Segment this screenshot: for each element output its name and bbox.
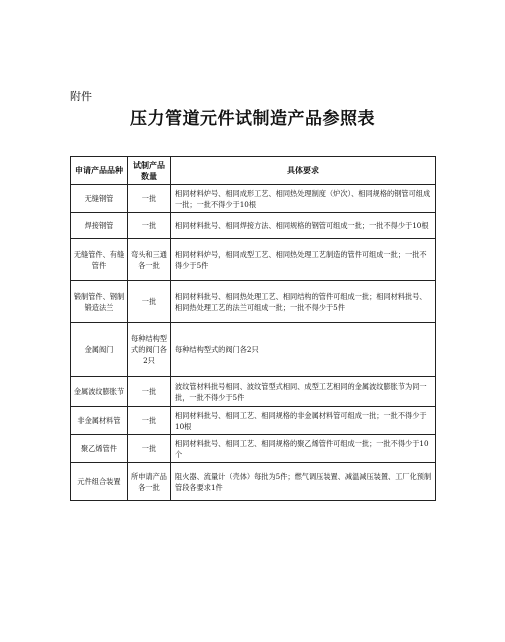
cell-product: 聚乙烯管件 (71, 435, 128, 463)
cell-requirement: 相同材料批号、相同热处理工艺、相同结构的管件可组成一批；相同材料批号、相同热处理工艺的法兰可组成一批；一批不得少于5件 (171, 281, 436, 323)
cell-quantity: 一批 (128, 407, 171, 435)
table-row (71, 377, 436, 407)
cell-product: 无缝管件、有缝管件 (71, 239, 128, 281)
cell-requirement: 每种结构型式的阀门各2只 (171, 323, 436, 377)
document-title: 压力管道元件试制造产品参照表 (130, 109, 375, 129)
reference-table (70, 156, 436, 501)
attachment-label: 附件 (70, 90, 92, 103)
table-row (71, 281, 436, 323)
cell-requirement: 相同材料批号、相同工艺、相同规格的聚乙烯管件可组成一批；一批不得少于10个 (171, 435, 436, 463)
cell-quantity: 一批 (128, 435, 171, 463)
cell-quantity: 每种结构型式的阀门各2只 (128, 323, 171, 377)
cell-requirement: 相同材料批号、相同工艺、相同规格的非金属材料管可组成一批；一批不得少于10根 (171, 407, 436, 435)
header-row (71, 157, 436, 185)
cell-quantity: 一批 (128, 185, 171, 213)
table-row (71, 463, 436, 501)
cell-product: 元件组合装置 (71, 463, 128, 501)
cell-quantity: 所申请产品各一批 (128, 463, 171, 501)
table-row (71, 435, 436, 463)
table-row (71, 213, 436, 239)
cell-requirement: 相同材料炉号，相同成型工艺、相同热处理工艺制造的管件可组成一批；一批不得少于5件 (171, 239, 436, 281)
cell-product: 金属波纹膨胀节 (71, 377, 128, 407)
cell-product: 无缝钢管 (71, 185, 128, 213)
table-row (71, 239, 436, 281)
table-row (71, 323, 436, 377)
cell-quantity: 一批 (128, 213, 171, 239)
cell-requirement: 波纹管材料批号相同、波纹管型式相同、成型工艺相同的金属波纹膨胀节为同一批，一批不得少于5件 (171, 377, 436, 407)
table-row (71, 407, 436, 435)
cell-requirement: 阻火器、流量计（壳体）每批为5件；燃气调压装置、减温减压装置、工厂化预制管段各要求1件 (171, 463, 436, 501)
cell-product: 焊接钢管 (71, 213, 128, 239)
cell-quantity: 一批 (128, 281, 171, 323)
cell-requirement: 相同材料批号、相同焊接方法、相同规格的钢管可组成一批；一批不得少于10根 (171, 213, 436, 239)
table-row (71, 185, 436, 213)
header-product: 申请产品品种 (71, 157, 128, 185)
cell-quantity: 弯头和三通各一批 (128, 239, 171, 281)
cell-product: 非金属材料管 (71, 407, 128, 435)
table-header (71, 157, 436, 185)
cell-product: 金属阀门 (71, 323, 128, 377)
cell-requirement: 相同材料炉号、相同成形工艺、相同热处理制度（炉次）、相同规格的钢管可组成一批；一批不得少于10根 (171, 185, 436, 213)
cell-quantity: 一批 (128, 377, 171, 407)
header-requirement: 具体要求 (171, 157, 436, 185)
header-quantity: 试制产品数量 (128, 157, 171, 185)
cell-product: 锻制管件、钢制锻造法兰 (71, 281, 128, 323)
